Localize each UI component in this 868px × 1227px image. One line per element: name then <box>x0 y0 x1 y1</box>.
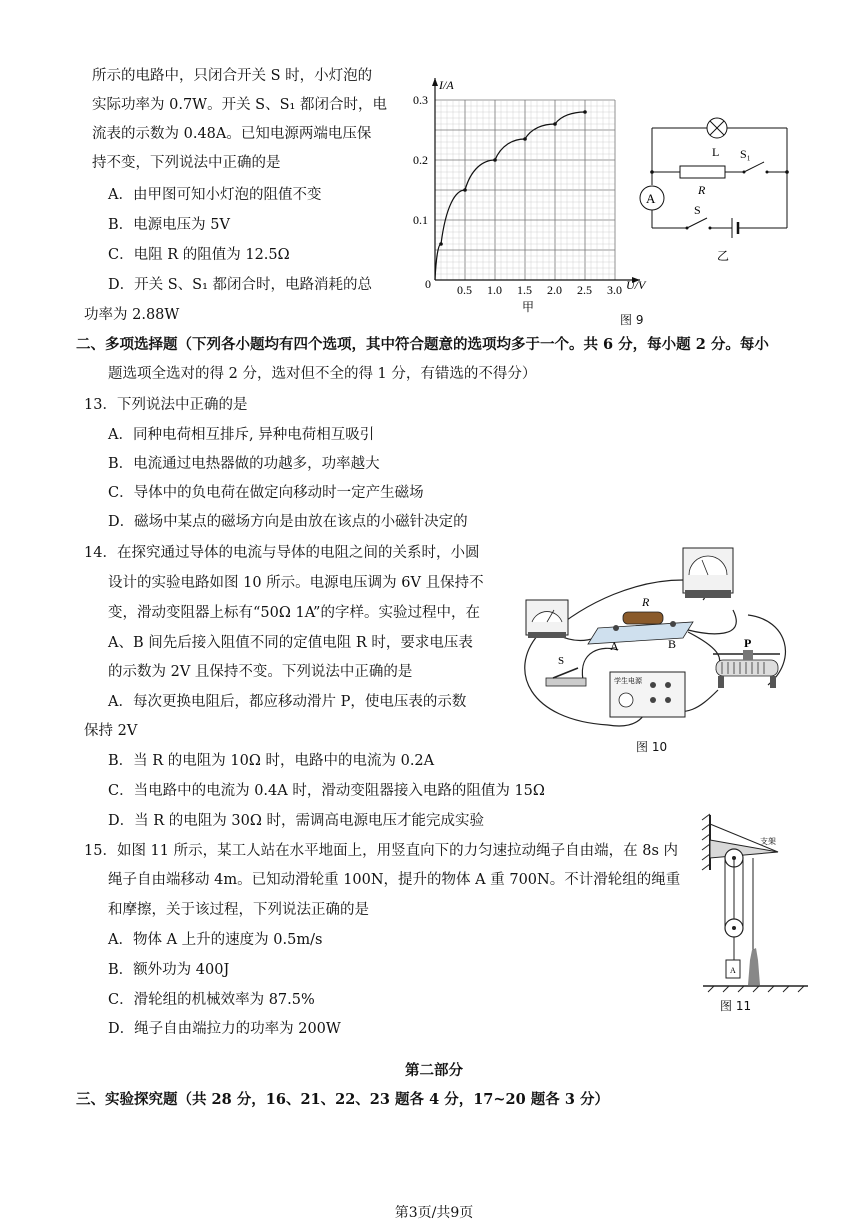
graph-label-jia: 甲 <box>522 300 535 314</box>
q12-line-4: 持不变，下列说法中正确的是 <box>92 155 281 171</box>
switch-s-label: S <box>694 203 701 217</box>
slider-p-label: P <box>744 636 752 650</box>
switch-s1-symbol <box>744 162 764 172</box>
y-axis-label: I/A <box>439 78 454 92</box>
x-tick-label: 1.5 <box>517 283 532 297</box>
origin-label: 0 <box>425 277 431 291</box>
y-tick-label: 0.1 <box>413 213 428 227</box>
terminal-a-label: A <box>610 639 619 653</box>
q12-option-d-cont: 功率为 2.88W <box>84 307 180 323</box>
terminal-b-label: B <box>668 637 677 651</box>
fig10-caption: 图 10 <box>636 740 668 754</box>
page-number: 第3页/共9页 <box>394 1205 474 1221</box>
power-supply-device <box>610 672 685 717</box>
q12-option-a: A．由甲图可知小灯泡的阻值不变 <box>108 187 322 203</box>
tick-labels <box>413 93 622 297</box>
voltmeter-device <box>683 548 733 598</box>
q15-option-a: A．物体 A 上升的速度为 0.5m/s <box>108 932 323 948</box>
circuit-label-yi: 乙 <box>717 249 730 263</box>
svg-text:A: A <box>646 191 656 206</box>
section2-heading: 二、多项选择题（下列各小题均有四个选项，其中符合题意的选项均多于一个。共 6 分，每小题 2 分。每小 <box>76 336 769 353</box>
resistor-label: R <box>698 183 706 197</box>
switch-s-label: S <box>558 655 565 667</box>
y-axis-arrow <box>432 78 438 86</box>
q13-option-b: B．电流通过电热器做的功越多，功率越大 <box>108 456 380 472</box>
support-label: 支架 <box>760 837 776 846</box>
worker-figure <box>748 948 760 985</box>
data-point <box>493 158 497 162</box>
q14-option-c: C．当电路中的电流为 0.4A 时，滑动变阻器接入电路的阻值为 15Ω <box>108 783 545 799</box>
section3-heading: 三、实验探究题（共 28 分，16、21、22、23 题各 4 分，17~20 题各 3 分） <box>76 1091 609 1108</box>
q12-option-b: B．电源电压为 5V <box>108 217 230 233</box>
part2-title: 第二部分 <box>405 1062 463 1079</box>
q14-line-5: 的示数为 2V 且保持不变。下列说法中正确的是 <box>108 664 413 680</box>
switch-s1-label: S₁ <box>740 147 751 161</box>
object-a-label: A <box>730 966 736 975</box>
x-tick-label: 2.0 <box>547 283 562 297</box>
q12-line-1: 所示的电路中，只闭合开关 S 时，小灯泡的 <box>92 68 373 84</box>
data-point <box>463 188 467 192</box>
data-point <box>439 242 443 246</box>
q13-option-c: C．导体中的负电荷在做定向移动时一定产生磁场 <box>108 485 424 501</box>
ammeter-symbol <box>640 186 664 210</box>
data-point <box>583 110 587 114</box>
q13-option-a: A．同种电荷相互排斥, 异种电荷相互吸引 <box>108 427 375 443</box>
q14-line-3: 变，滑动变阻器上标有“50Ω 1A”的字样。实验过程中，在 <box>108 605 480 621</box>
q13-stem: 13．下列说法中正确的是 <box>84 397 248 413</box>
q12-option-d: D．开关 S、S₁ 都闭合时，电路消耗的总 <box>108 277 373 293</box>
q14-option-d: D．当 R 的电阻为 30Ω 时，需调高电源电压才能完成实验 <box>108 813 484 829</box>
q15-option-c: C．滑轮组的机械效率为 87.5% <box>108 992 315 1008</box>
ammeter-device <box>526 600 568 638</box>
q15-option-d: D．绳子自由端拉力的功率为 200W <box>108 1021 341 1037</box>
resistor-r-label: R <box>642 595 650 609</box>
x-tick-label: 3.0 <box>607 283 622 297</box>
q15-option-b: B．额外功为 400J <box>108 962 230 978</box>
resistor-board <box>588 612 693 644</box>
y-tick-label: 0.2 <box>413 153 428 167</box>
fig9-caption: 图 9 <box>620 313 644 327</box>
x-axis-label: U/V <box>626 278 646 292</box>
x-tick-label: 0.5 <box>457 283 472 297</box>
q14-option-a-cont: 保持 2V <box>84 723 138 739</box>
x-tick-label: 1.0 <box>487 283 502 297</box>
switch-s-symbol <box>687 218 707 228</box>
q14-line-1: 14．在探究通过导体的电流与导体的电阻之间的关系时，小圆 <box>84 545 480 561</box>
q15-line-2: 绳子自由端移动 4m。已知动滑轮重 100N，提升的物体 A 重 700N。不计滑轮组的绳重 <box>108 872 681 888</box>
fig9-graph <box>405 70 660 320</box>
lamp-label: L <box>712 145 720 159</box>
data-point <box>553 122 557 126</box>
q15-line-1: 15．如图 11 所示，某工人站在水平地面上，用竖直向下的力匀速拉动绳子自由端，在 8s 内 <box>84 843 679 859</box>
section2-heading-cont: 题选项全选对的得 2 分，选对但不全的得 1 分，有错选的不得分） <box>108 366 537 382</box>
resistor-symbol <box>680 166 725 178</box>
fig10-apparatus <box>508 540 808 740</box>
q14-option-b: B．当 R 的电阻为 10Ω 时，电路中的电流为 0.2A <box>108 753 435 769</box>
q12-option-c: C．电阻 R 的阻值为 12.5Ω <box>108 247 290 263</box>
q12-line-3: 流表的示数为 0.48A。已知电源两端电压保 <box>92 126 372 142</box>
q14-line-2: 设计的实验电路如图 10 所示。电源电压调为 6V 且保持不 <box>108 575 484 591</box>
q12-line-2: 实际功率为 0.7W。开关 S、S₁ 都闭合时，电 <box>92 97 387 113</box>
y-tick-label: 0.3 <box>413 93 428 107</box>
svg-text:学生电源: 学生电源 <box>614 677 642 685</box>
graph-axes <box>432 78 640 283</box>
fig11-caption: 图 11 <box>720 999 752 1013</box>
x-tick-label: 2.5 <box>577 283 592 297</box>
q13-option-d: D．磁场中某点的磁场方向是由放在该点的小磁针决定的 <box>108 514 468 530</box>
rheostat-device <box>713 650 780 688</box>
switch-device <box>546 668 586 686</box>
data-point <box>523 137 527 141</box>
q15-line-3: 和摩擦，关于该过程，下列说法正确的是 <box>108 902 369 918</box>
fig9-circuit <box>632 110 792 290</box>
q14-line-4: A、B 间先后接入阻值不同的定值电阻 R 时，要求电压表 <box>108 635 473 651</box>
lamp-symbol <box>707 118 727 138</box>
fig11-pulley <box>698 810 818 1000</box>
q14-option-a: A．每次更换电阻后，都应移动滑片 P，使电压表的示数 <box>108 694 467 710</box>
